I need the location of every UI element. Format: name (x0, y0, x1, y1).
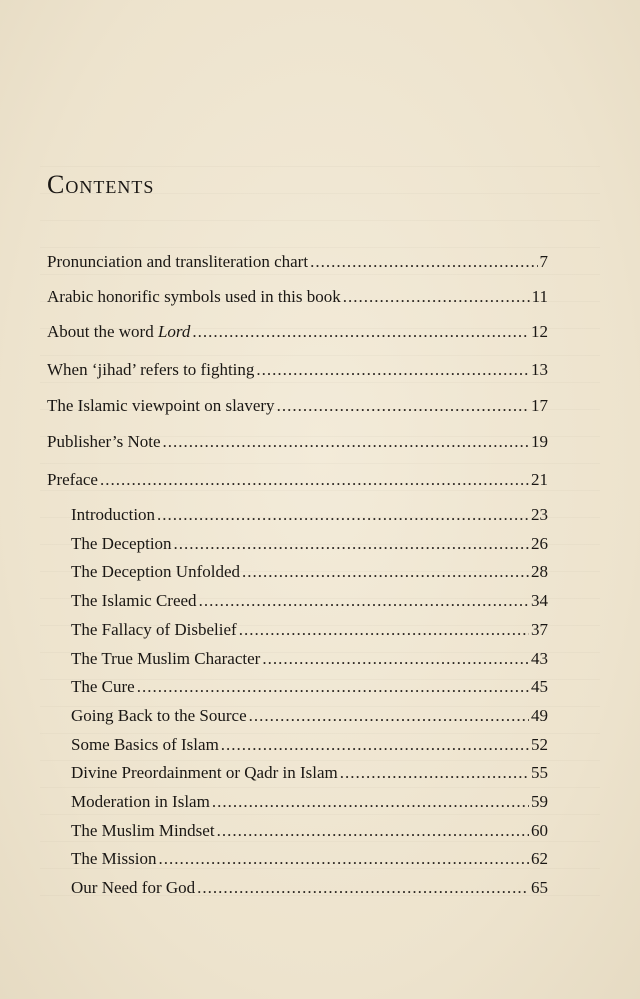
toc-entry (71, 706, 548, 726)
dot-leader (242, 562, 529, 582)
dot-leader (239, 620, 529, 640)
page-title: Contents (47, 170, 155, 199)
toc-page-number: 23 (531, 505, 548, 524)
dot-leader (310, 252, 537, 272)
toc-entry (47, 432, 548, 452)
dot-leader (256, 360, 529, 380)
toc-entry-title: The Mission (71, 849, 157, 869)
toc-entry-title-emphasis: Lord (157, 322, 191, 341)
toc-page-number: 17 (531, 396, 548, 415)
toc-entry-title: Our Need for God (71, 878, 196, 898)
dot-leader (199, 591, 529, 611)
dot-leader (277, 396, 529, 416)
toc-entry (71, 878, 548, 898)
toc-page-number: 34 (531, 591, 548, 611)
toc-page-number: 26 (531, 533, 548, 553)
toc-entry (47, 322, 548, 342)
toc-entry-title (47, 322, 190, 342)
toc-entry-title: The Deception (71, 533, 172, 553)
toc-entry-title: Preface (47, 470, 98, 489)
toc-page-number: 55 (531, 763, 548, 783)
toc-page-number: 19 (531, 432, 548, 451)
toc-page-number: 28 (531, 562, 548, 582)
toc-page-number: 65 (531, 878, 548, 898)
dot-leader (137, 677, 529, 697)
toc-page-number: 49 (531, 705, 548, 725)
toc-entry (71, 591, 548, 611)
dot-leader (221, 735, 529, 755)
toc-entry-title: Divine Preordainment or Qadr in Islam (71, 763, 338, 783)
toc-entry-title: Moderation in Islam (71, 792, 210, 811)
toc-entry-title: The Islamic viewpoint on slavery (47, 396, 275, 415)
toc-entry-title: Introduction (71, 505, 156, 524)
dot-leader (197, 878, 529, 898)
toc-entry-title: The Muslim Mindset (71, 820, 215, 840)
toc-entry (71, 735, 548, 755)
toc-page-number: 37 (531, 619, 548, 639)
toc-page-number: 13 (531, 360, 548, 379)
dot-leader (217, 821, 529, 841)
toc-entry (47, 470, 548, 490)
toc-page-number: 60 (531, 820, 548, 840)
toc-entry (71, 505, 548, 525)
toc-entry (47, 252, 548, 272)
toc-page-number: 62 (531, 849, 548, 869)
toc-entry-title: When ‘jihad’ refers to fighting (47, 360, 255, 379)
toc-entry (47, 360, 548, 380)
toc-entry-title: Going Back to the Source (71, 705, 247, 725)
toc-entry (47, 287, 548, 307)
dot-leader (343, 287, 530, 307)
dot-leader (163, 432, 530, 452)
toc-entry (71, 821, 548, 841)
toc-entry-title: The Islamic Creed (71, 591, 197, 611)
toc-entry (71, 792, 548, 812)
dot-leader (192, 322, 529, 342)
toc-entry (71, 849, 548, 869)
dot-leader (157, 505, 529, 525)
dot-leader (340, 763, 529, 783)
toc-entry-title: The True Muslim Character (71, 648, 261, 668)
toc-entry-title: Pronunciation and transliteration chart (47, 252, 309, 271)
toc-entry-title: Arabic honorific symbols used in this book (47, 287, 341, 306)
toc-entry (71, 562, 548, 582)
dot-leader (249, 706, 529, 726)
toc-page-number: 59 (531, 792, 548, 811)
toc-entry-title: Some Basics of Islam (71, 734, 219, 754)
dot-leader (158, 849, 529, 869)
dot-leader (262, 649, 529, 669)
toc-entry-title: The Fallacy of Disbelief (71, 619, 237, 639)
toc-entry-title: Publisher’s Note (47, 432, 161, 451)
toc-page-number: 43 (531, 648, 548, 668)
toc-entry-title: The Deception Unfolded (71, 562, 240, 582)
dot-leader (212, 792, 529, 812)
toc-entry-title: The Cure (71, 677, 135, 697)
toc-page-number: 11 (531, 287, 548, 306)
dot-leader (100, 470, 529, 490)
dot-leader (174, 534, 529, 554)
toc-page-number: 45 (531, 677, 548, 697)
toc-entry (71, 677, 548, 697)
toc-page-number: 52 (531, 734, 548, 754)
toc-entry (71, 534, 548, 554)
toc-entry (71, 620, 548, 640)
toc-entry (71, 763, 548, 783)
toc-entry (71, 649, 548, 669)
toc-entry (47, 396, 548, 416)
toc-page-number: 7 (539, 252, 548, 271)
toc-page-number: 21 (531, 470, 548, 489)
toc-entry-title-text: About the word (47, 322, 158, 341)
toc-page-number: 12 (531, 322, 548, 341)
